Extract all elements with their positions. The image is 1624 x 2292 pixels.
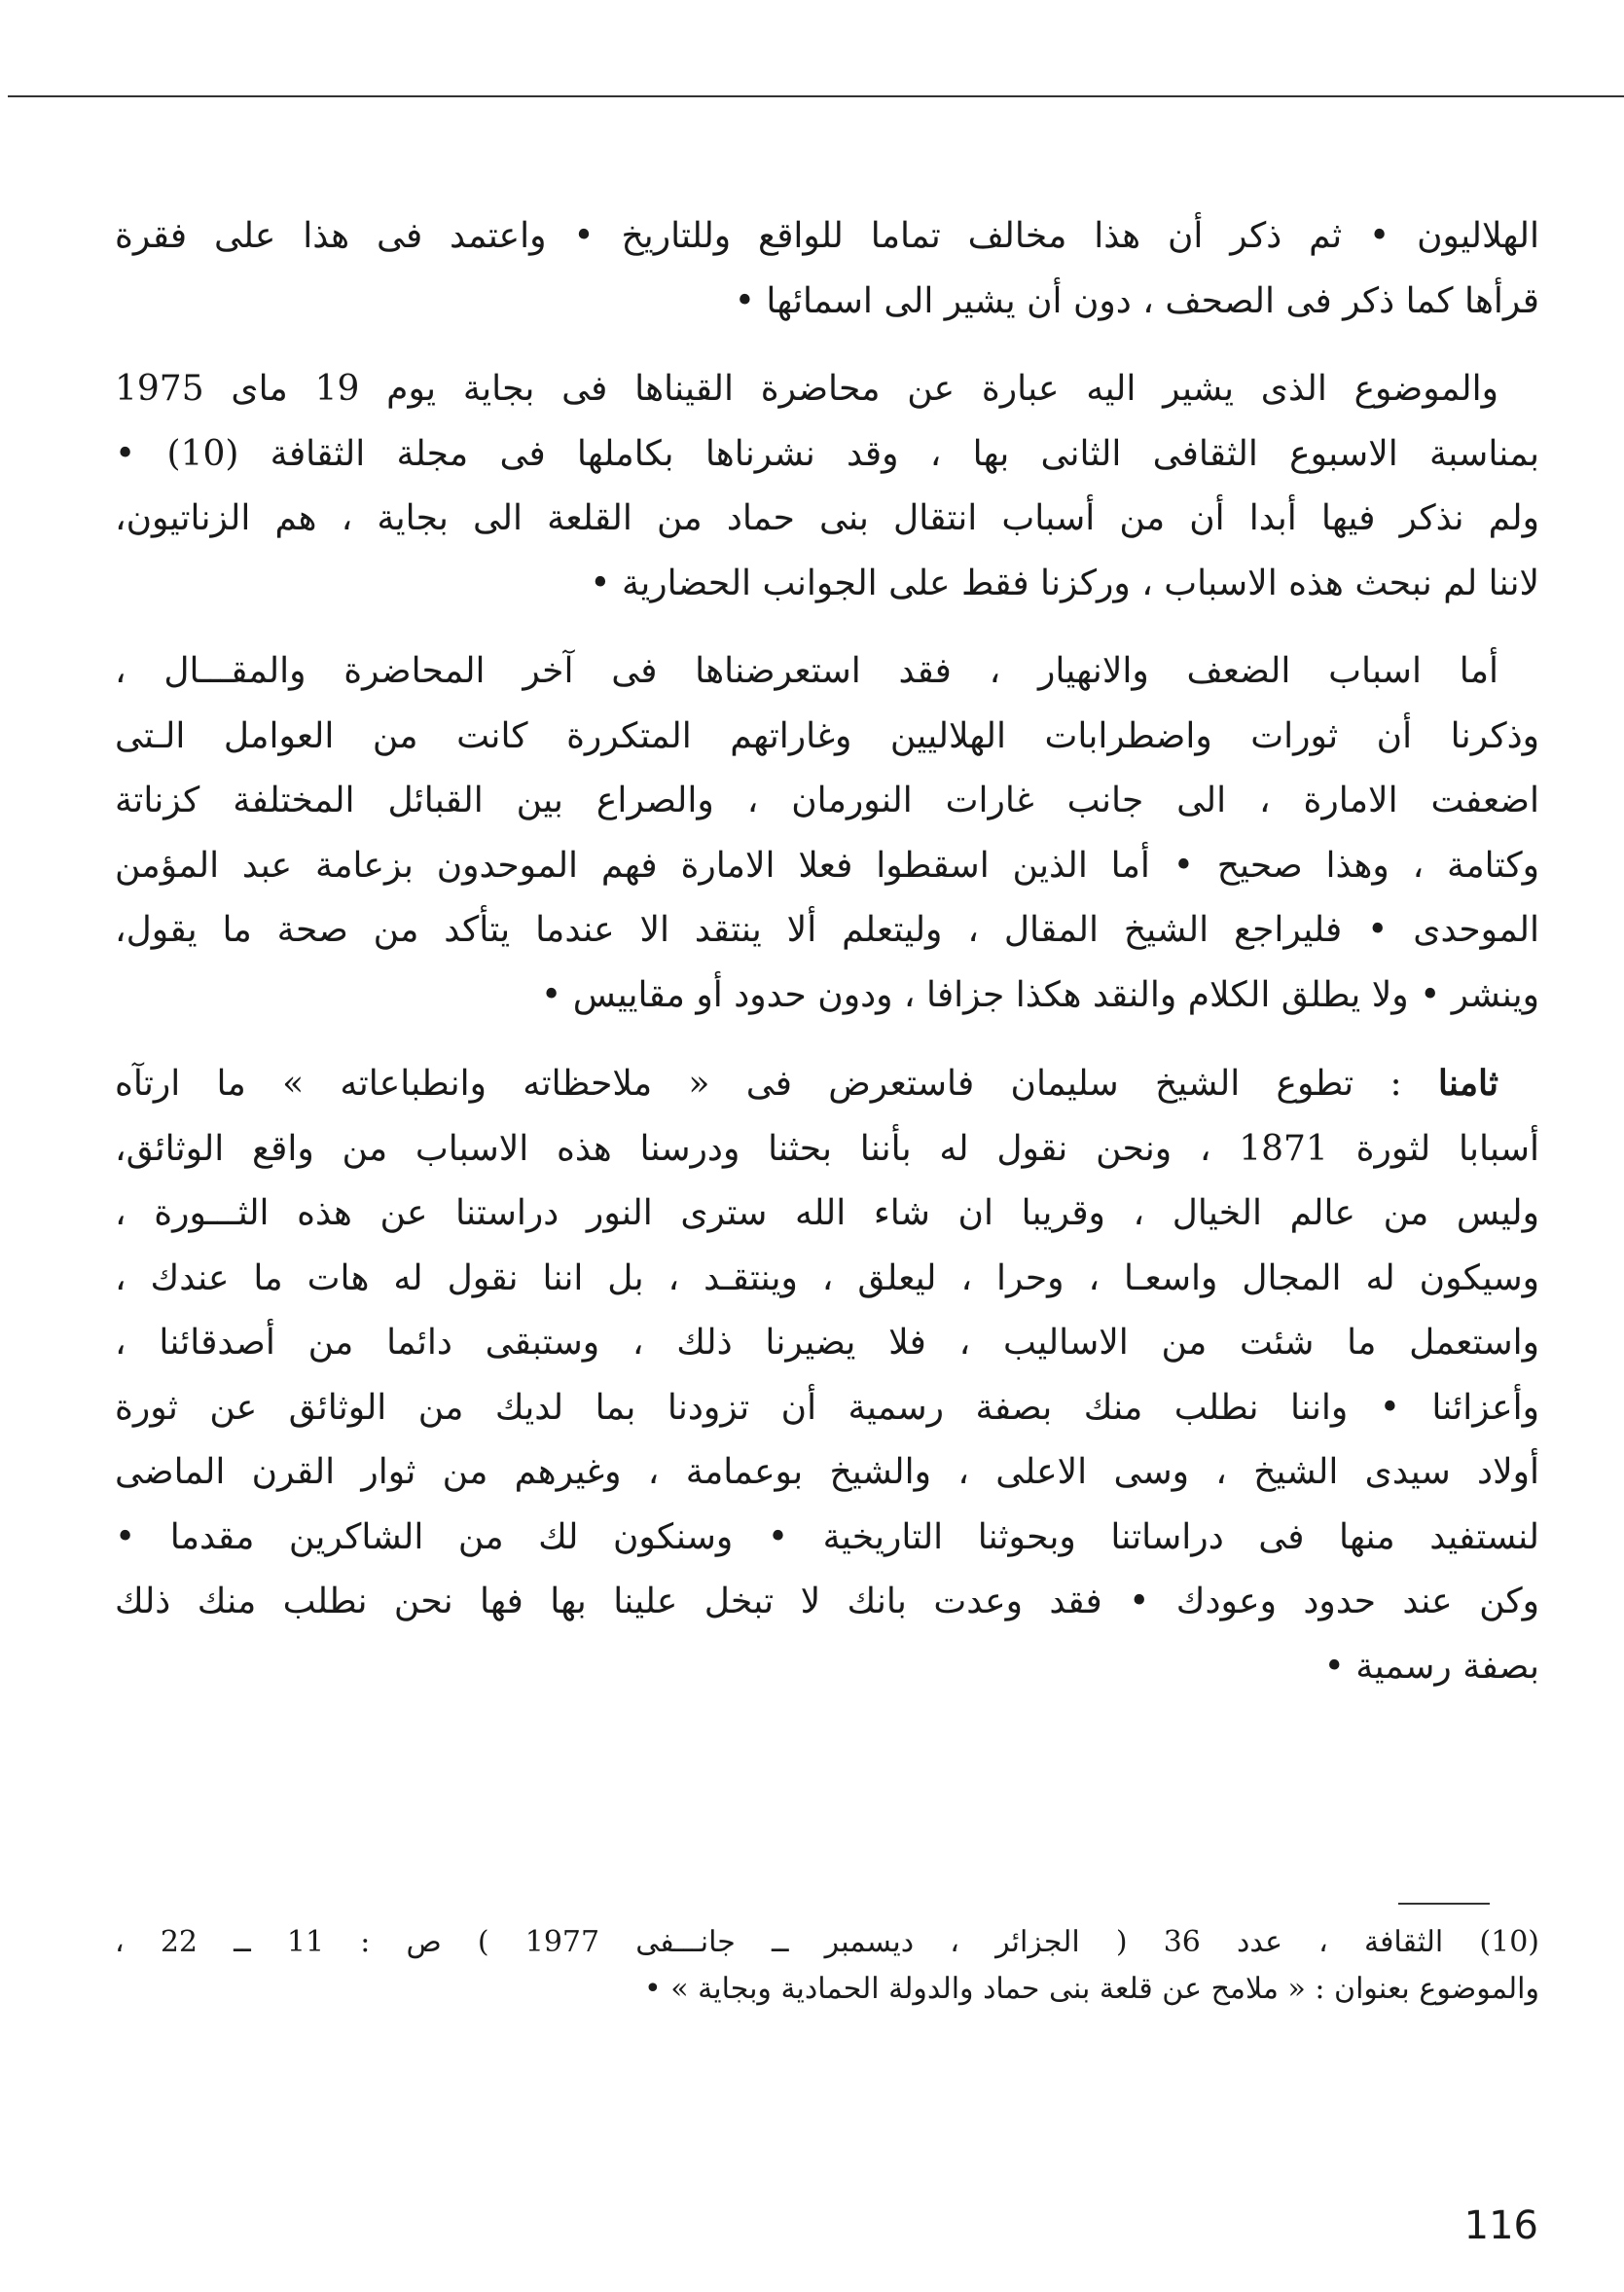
footnote-line-1: (10) الثقافة ، عدد 36 ( الجزائر ، ديسمبر ــ جانـــفى 1977 ) ص : 11 ــ 22 ،: [115, 1925, 1539, 1959]
text-line: أما اسباب الضعف والانهيار ، فقد استعرضناها فى آخر المحاضرة والمقـــال ،: [115, 651, 1498, 691]
text-line: لاننا لم نبحث هذه الاسباب ، وركزنا فقط على الجوانب الحضارية •: [590, 563, 1539, 603]
text-line: والموضوع الذى يشير اليه عبارة عن محاضرة القيناها فى بجاية يوم 19 ماى 1975: [115, 369, 1498, 409]
paragraph-p1: [115, 204, 1539, 334]
paragraph-lead: ثامنا: [1437, 1063, 1498, 1104]
text-line: ولم نذكر فيها أبدا أن من أسباب انتقال بنى حماد من القلعة الى بجاية ، هم الزناتيون،: [115, 498, 1539, 538]
footnote-rule: [1398, 1903, 1490, 1905]
text-line: قرأها كما ذكر فى الصحف ، دون أن يشير الى اسمائها •: [734, 280, 1539, 321]
text-line: أولاد سيدى الشيخ ، وسى الاعلى ، والشيخ بوعمامة ، وغيرهم من ثوار القرن الماضى: [115, 1452, 1539, 1492]
text-line: وكن عند حدود وعودك • فقد وعدت بانك لا تبخل علينا بها فها نحن نطلب منك ذلك: [115, 1582, 1539, 1621]
text-line: وليس من عالم الخيال ، وقريبا ان شاء الله سترى النور دراستنا عن هذه الثـــورة ،: [115, 1193, 1539, 1233]
page-number: 116: [1463, 2203, 1538, 2248]
text-line: وذكرنا أن ثورات واضطرابات الهلاليين وغاراتهم المتكررة كانت من العوامل الـتى: [115, 715, 1539, 756]
footnote: [115, 1919, 1539, 2013]
top-rule: [8, 95, 1624, 97]
page-body: [115, 204, 1539, 1723]
text-line: وينشر • ولا يطلق الكلام والنقد هكذا جزافا ، ودون حدود أو مقاييس •: [541, 974, 1539, 1015]
text-line-rest: : تطوع الشيخ سليمان فاستعرض فى « ملاحظاته وانطباعاته » ما ارتآه: [115, 1064, 1438, 1104]
paragraph-p4: [115, 1051, 1539, 1699]
text-line: وسيكون له المجال واسعـا ، وحرا ، ليعلق ، وينتقـد ، بل اننا نقول له هات ما عندك ،: [115, 1257, 1539, 1298]
text-line: أسبابا لثورة 1871 ، ونحن نقول له بأننا بحثنا ودرسنا هذه الاسباب من واقع الوثائق،: [115, 1128, 1539, 1169]
text-line: واستعمل ما شئت من الاساليب ، فلا يضيرنا ذلك ، وستبقى دائما من أصدقائنا ،: [115, 1323, 1539, 1363]
footnote-line-2: والموضوع بعنوان : « ملامح عن قلعة بنى حماد والدولة الحمادية وبجاية » •: [644, 1972, 1539, 2006]
text-line: الهلاليون • ثم ذكر أن هذا مخالف تماما للواقع وللتاريخ • واعتمد فى هذا على فقرة: [115, 216, 1539, 256]
text-line: وأعزائنا • واننا نطلب منك بصفة رسمية أن تزودنا بما لديك من الوثائق عن ثورة: [115, 1387, 1539, 1428]
text-line: وكتامة ، وهذا صحيح • أما الذين اسقطوا فعلا الامارة فهم الموحدون بزعامة عبد المؤمن: [115, 845, 1539, 886]
paragraph-p2: [115, 357, 1539, 616]
text-line: الموحدى • فليراجع الشيخ المقال ، وليتعلم ألا ينتقد الا عندما يتأكد من صحة ما يقول،: [115, 910, 1539, 950]
text-line: بصفة رسمية •: [1323, 1646, 1539, 1687]
text-line: اضعفت الامارة ، الى جانب غارات النورمان ، والصراع بين القبائل المختلفة كزناتة: [115, 781, 1539, 820]
text-line: [115, 1051, 1539, 1117]
text-line: بمناسبة الاسبوع الثقافى الثانى بها ، وقد نشرناها بكاملها فى مجلة الثقافة (10) •: [115, 433, 1539, 474]
paragraph-p3: [115, 639, 1539, 1028]
text-line: لنستفيد منها فى دراساتنا وبحوثنا التاريخية • وسنكون لك من الشاكرين مقدما •: [115, 1516, 1539, 1557]
